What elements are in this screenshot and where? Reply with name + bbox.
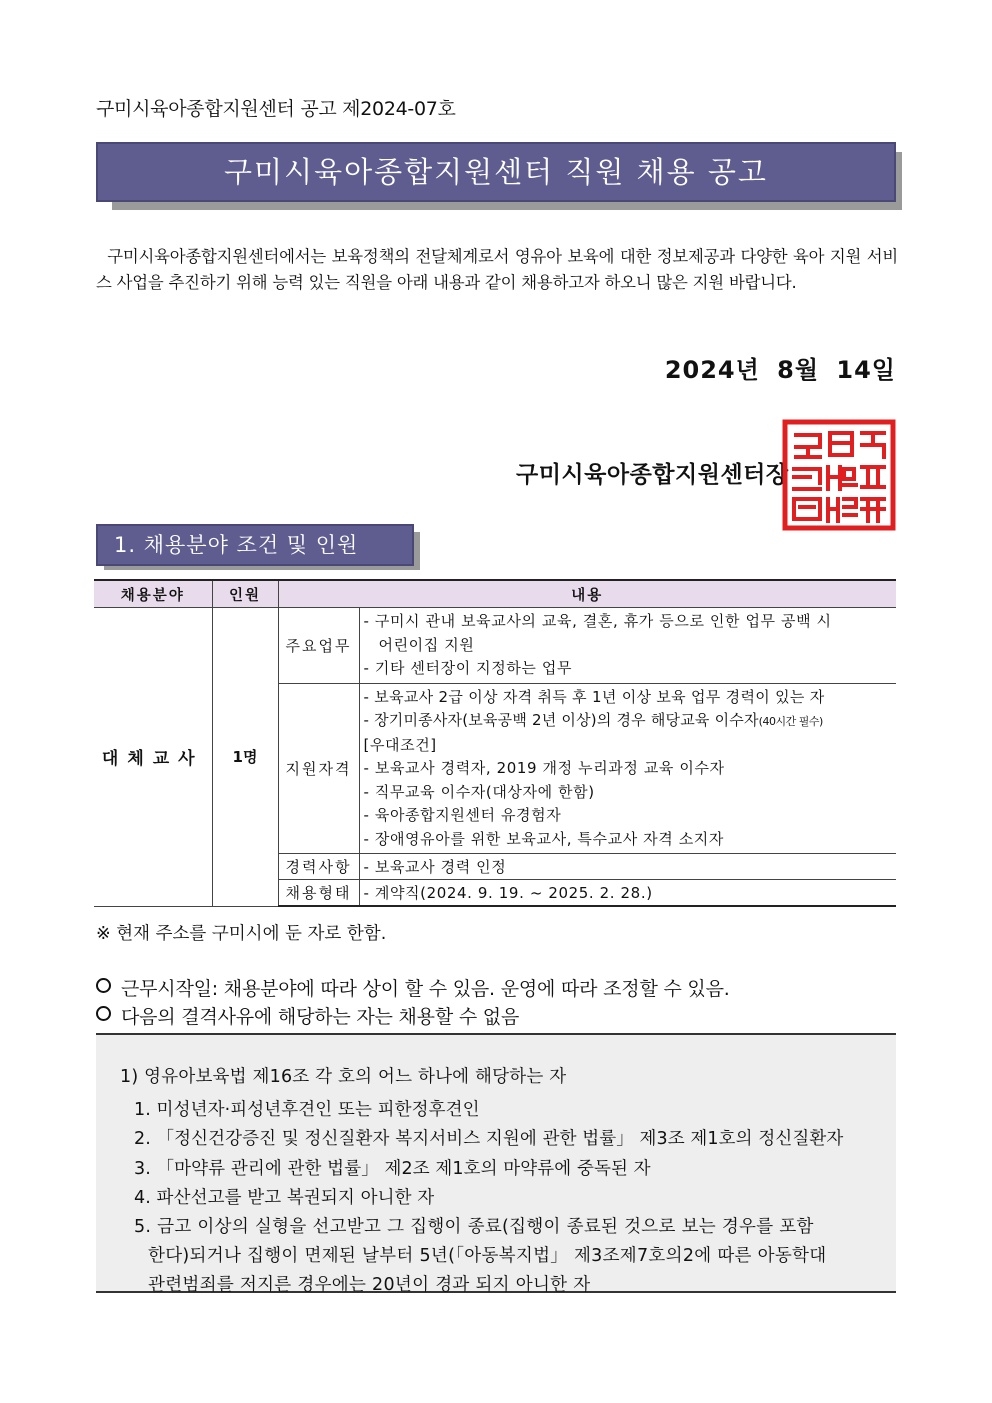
bullet-text: 다음의 결격사유에 해당하는 자는 채용할 수 없음 [121,1006,520,1028]
intro-text: 구미시육아종합지원센터에서는 보육정책의 전달체계로서 영유아 보육에 대한 정보제공과 다양한 육아 지원 서비스 사업을 추진하기 위해 능력 있는 직원을 아래 내용과 같이 채용하고자 하오니 많은 지원 바랍니다. [96,247,898,292]
duties-label: 주요업무 [278,608,359,684]
qualification-line: - 장애영유아를 위한 보육교사, 특수교사 자격 소지자 [363,829,724,848]
header-count: 인원 [212,580,278,608]
signer-name: 구미시육아종합지원센터장 [516,462,789,488]
disqualification-item: 4. 파산선고를 받고 복권되지 아니한 자 [134,1188,435,1208]
qualification-line: - 보육교사 2급 이상 자격 취득 후 1년 이상 보육 업무 경력이 있는 자 [363,687,825,706]
header-content: 내용 [278,580,896,608]
qualification-line: - 보육교사 경력자, 2019 개정 누리과정 교육 이수자 [363,759,725,777]
residence-note: ※ 현재 주소를 구미시에 둔 자로 한함. [96,924,387,944]
disqualification-item5-line: 5. 금고 이상의 실형을 선고받고 그 집행이 종료(집행이 종료된 것으로 보는 경우를 포함 [134,1217,814,1237]
disqualification-heading: 1) 영유아보육법 제16조 각 호의 어느 하나에 해당하는 자 [120,1067,567,1087]
disqualification-item: 1. 미성년자·피성년후견인 또는 피한정후견인 [134,1100,480,1120]
disqualification-item5-line: 관련범죄를 저지른 경우에는 20년이 경과 되지 아니한 자 [148,1275,591,1295]
duties-line: - 구미시 관내 보육교사의 교육, 결혼, 휴가 등으로 인한 업무 공백 시 [363,612,832,630]
career-content [359,854,896,880]
header-field: 채용분야 [94,580,212,608]
disqualification-item5-line: 한다)되거나 집행이 면제된 날부터 5년(「아동복지법」 제3조제7호의2에 따른 아동학대 [148,1246,827,1266]
circle-bullet-icon [96,978,111,993]
disqualification-item: 3. 「마약류 관리에 관한 법률」 제2조 제1호의 마약류에 중독된 자 [134,1159,651,1179]
bullet-item [96,1002,519,1029]
count-value: 1명 [212,608,278,907]
disqualification-item [134,1213,894,1300]
career-text: - 보육교사 경력 인정 [363,857,507,876]
page-title: 구미시육아종합지원센터 직원 채용 공고 [96,142,896,202]
qualification-line: - 직무교육 이수자(대상자에 한함) [363,782,595,801]
qualification-content [359,683,896,854]
employment-label: 채용형태 [278,880,359,907]
employment-content [359,880,896,907]
intro-paragraph [96,244,898,296]
table-row [94,608,896,684]
qualification-label: 지원자격 [278,683,359,854]
notice-number: 구미시육아종합지원센터 공고 제2024-07호 [96,98,456,120]
recruitment-table [94,579,896,907]
duties-line: 어린이집 지원 [378,635,475,654]
qualification-line [364,709,893,734]
qualification-line: - 육아종합지원센터 유경험자 [363,806,562,824]
notice-date: 2024년 8월 14일 [664,356,896,384]
section-title: 1. 채용분야 조건 및 인원 [96,524,414,566]
employment-text: - 계약직(2024. 9. 19. ~ 2025. 2. 28.) [363,883,653,902]
duties-line: - 기타 센터장이 지정하는 업무 [363,659,573,677]
qualification-line-text: - 장기미종사자(보육공백 2년 이상)의 경우 해당교육 이수자 [363,711,759,729]
table-header-row [94,580,896,608]
qualification-line-note: (40시간 필수) [758,715,823,728]
bullet-text: 근무시작일: 채용분야에 따라 상이 할 수 있음. 운영에 따라 조정할 수 있음. [121,978,730,1000]
bullet-item [96,974,730,1001]
circle-bullet-icon [96,1006,111,1021]
preferred-heading: [우대조건] [363,735,437,754]
duties-content [359,608,896,684]
career-label: 경력사항 [278,854,359,880]
disqualification-item: 2. 「정신건강증진 및 정신질환자 복지서비스 지원에 관한 법률」 제3조 제1호의 정신질환자 [134,1129,844,1149]
field-value: 대체교사 [94,608,212,907]
official-seal-stamp [782,419,896,531]
